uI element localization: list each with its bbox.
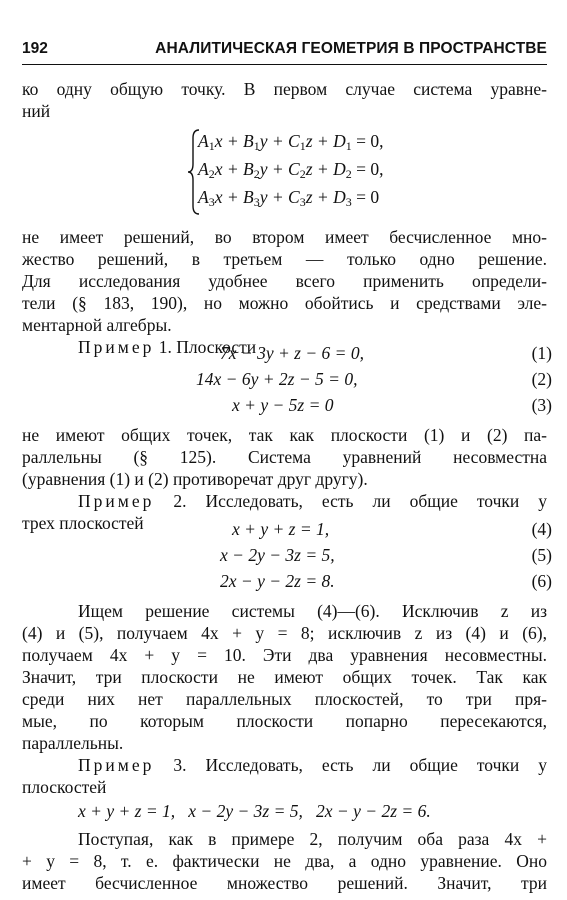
text-line: Ищем решение системы (4)—(6). Исключив z из [78,601,547,621]
example-3-heading: Пример 3. Исследовать, есть ли общие точки у [78,755,547,775]
text-line: ко одну общую точку. В первом случае система уравне- [22,79,547,99]
text-line: + y = 8, т. е. фактически не два, а одно уравнение. Оно [22,851,547,871]
text-line: мые, по которым плоскости попарно пересекаются, [22,711,547,731]
equation-2: 14x − 6y + 2z − 5 = 0, [196,369,358,389]
text-line: Для исследования удобнее всего применить определи- [22,271,547,291]
equation-3: x + y − 5z = 0 [232,395,334,415]
example-label: Пример [78,337,155,357]
equation-number-6: (6) [531,571,552,591]
page-header [22,40,547,64]
equation-number-2: (2) [531,369,552,389]
equation-5: x − 2y − 3z = 5, [220,545,335,565]
running-title: АНАЛИТИЧЕСКАЯ ГЕОМЕТРИЯ В ПРОСТРАНСТВЕ [155,40,547,57]
example-label: Пример [78,755,155,775]
equation-4: x + y + z = 1, [232,519,330,539]
text-line: (4) и (5), получаем 4x + y = 8; исключив z из (4) и (6), [22,623,547,643]
text-line: раллельны (§ 125). Система уравнений несовместна [22,447,547,467]
equation-set-example-3: x + y + z = 1, x − 2y − 3z = 5, 2x − y − 2z = 6. [78,801,431,821]
equation-number-4: (4) [531,519,552,539]
equation-number-1: (1) [531,343,552,363]
system-row-3: $A_3x + B_3y + C_3z + D_3 = 0$ [198,187,380,209]
text-line: жество решений, в третьем — только одно решение. [22,249,547,269]
text-line: трех плоскостей [22,513,144,533]
book-page [22,0,552,900]
system-row-2: $A_2x + B_2y + C_2z + D_2 = 0$, [198,159,384,181]
text-line: Значит, три плоскости не имеют общих точек. Так как [22,667,547,687]
equation-1: 7x − 3y + z − 6 = 0, [220,343,364,363]
equation-6: 2x − y − 2z = 8. [220,571,335,591]
text-line: не имеют общих точек, так как плоскости (1) и (2) па- [22,425,547,445]
header-rule [22,64,547,65]
example-label: Пример [78,491,155,511]
text-line: плоскостей [22,777,107,797]
text-line: Поступая, как в примере 2, получим оба раза 4x + [78,829,547,849]
text-line: получаем 4x + y = 10. Эти два уравнения несовместны. [22,645,547,665]
text-line: среди них нет параллельных плоскостей, то три пря- [22,689,547,709]
text-line: имеет бесчисленное множество решений. Значит, три [22,873,547,893]
text-line: (уравнения (1) и (2) противоречат друг другу). [22,469,368,489]
equation-number-3: (3) [531,395,552,415]
equation-number-5: (5) [531,545,552,565]
system-row-1: $A_1x + B_1y + C_1z + D_1 = 0$, [198,131,384,153]
text-line: тели (§ 183, 190), но можно обойтись и средствами эле- [22,293,547,313]
text-line: ментарной алгебры. [22,315,172,335]
page-number: 192 [22,40,48,57]
text-line: не имеет решений, во втором имеет бесчисленное мно- [22,227,547,247]
example-1-heading: Пример 1. Плоскости [78,337,257,357]
text-line: ний [22,101,51,121]
example-2-heading: Пример 2. Исследовать, есть ли общие точки у [78,491,547,511]
text-line: параллельны. [22,733,124,753]
